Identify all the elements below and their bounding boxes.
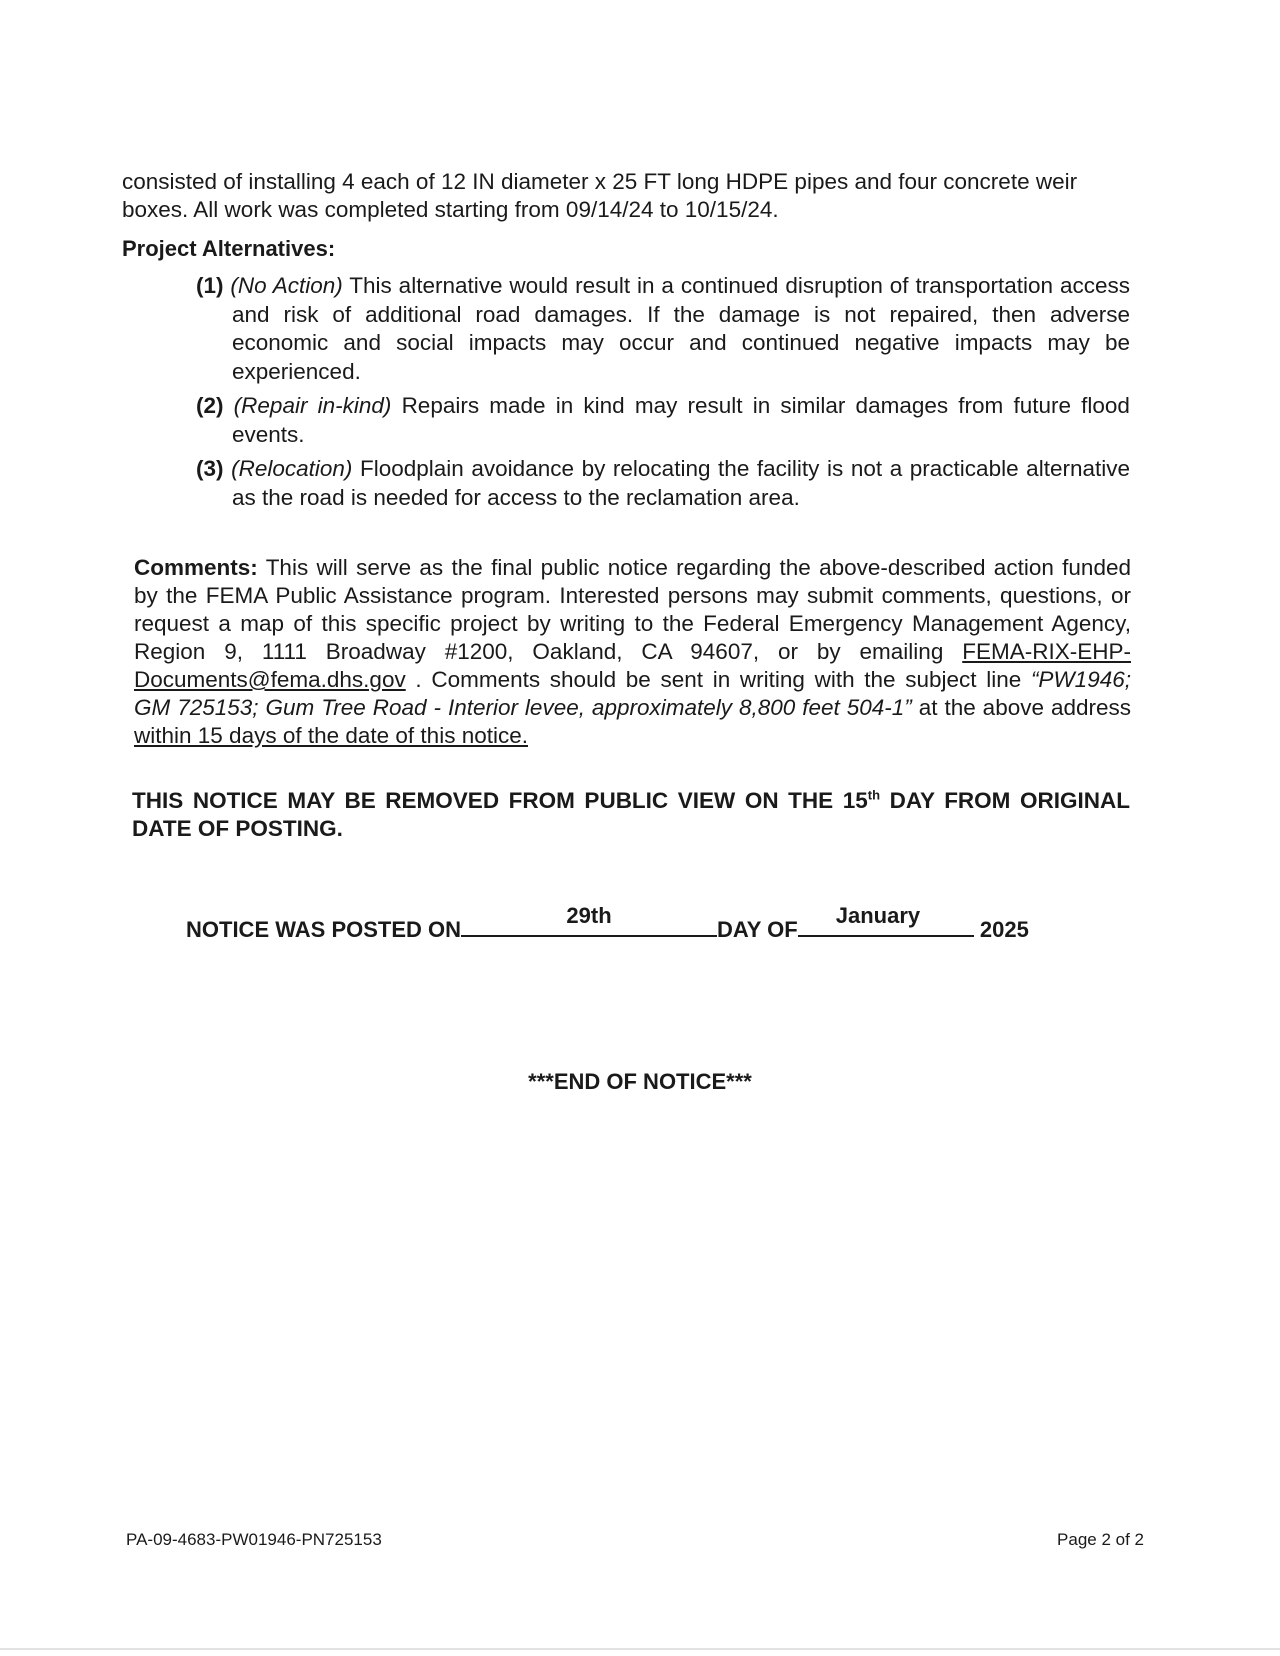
comments-subject: “PW1946; GM 725153; Gum Tree Road - Interior levee, approximately 8,800 feet 504-1” — [134, 667, 1131, 720]
comments-paragraph — [134, 554, 1131, 750]
removal-text-before: THIS NOTICE MAY BE REMOVED FROM PUBLIC VIEW ON THE 15 — [132, 788, 868, 813]
posted-day-value: 29th — [566, 903, 612, 928]
comments-body-3: at the above address — [918, 695, 1131, 720]
removal-notice — [132, 787, 1130, 843]
posted-year: 2025 — [979, 917, 1029, 942]
posted-label: NOTICE WAS POSTED ON — [186, 917, 462, 942]
end-of-notice: ***END OF NOTICE*** — [528, 1069, 752, 1094]
alternative-item — [196, 392, 1130, 449]
alternative-text: Repairs made in kind may result in similar damages from future flood events. — [232, 393, 1130, 447]
posted-month-blank — [798, 903, 974, 937]
alternatives-heading: Project Alternatives: — [122, 236, 336, 261]
posted-day-of: DAY OF — [717, 917, 798, 942]
alternative-text: Floodplain avoidance by relocating the facility is not a practicable alternative as the road is needed for access to the reclamation area. — [232, 456, 1130, 510]
comments-body-1: This will serve as the final public notice regarding the above-described action funded by the FEMA Public Assistance program. Interested persons may submit comments, questions, or request a map of this specific project by writing to the Federal Emergency Management Agency, Region 9, 1111 Broadway #1200, Oakland, CA 94607, or by emailing — [134, 555, 1131, 664]
alternative-tag: (Repair in-kind) — [233, 393, 392, 418]
removal-text-after: DAY FROM ORIGINAL DATE OF POSTING. — [132, 788, 1130, 841]
removal-sup: th — [867, 787, 881, 803]
alternative-tag: (Relocation) — [231, 456, 353, 481]
posted-line — [186, 903, 1029, 943]
footer-doc-id: PA-09-4683-PW01946-PN725153 — [126, 1530, 382, 1549]
alternative-number: (1) — [196, 273, 224, 298]
alternative-item — [196, 272, 1130, 386]
alternatives-list — [196, 272, 1130, 518]
scan-edge-line — [0, 1648, 1280, 1650]
posted-month-value: January — [835, 903, 921, 928]
alternative-text: This alternative would result in a continued disruption of transportation access and risk of additional road damages. If the damage is not repaired, then adverse economic and social impacts may occur and continued negative impacts may be experienced. — [232, 273, 1130, 384]
comments-label: Comments: — [134, 555, 258, 580]
intro-paragraph: consisted of installing 4 each of 12 IN diameter x 25 FT long HDPE pipes and four concrete weir boxes. All work was completed starting from 09/14/24 to 10/15/24. — [122, 169, 1078, 222]
alternative-number: (3) — [196, 456, 224, 481]
alternative-number: (2) — [196, 393, 224, 418]
alternative-tag: (No Action) — [230, 273, 343, 298]
footer-page-number: Page 2 of 2 — [1057, 1530, 1144, 1549]
email-link[interactable]: FEMA-RIX-EHP-Documents@fema.dhs.gov — [134, 639, 1131, 692]
comments-body-2: . Comments should be sent in writing with the subject line — [415, 667, 1022, 692]
posted-day-blank — [461, 903, 717, 937]
alternative-item — [196, 455, 1130, 512]
comments-deadline: within 15 days of the date of this notice. — [134, 723, 528, 748]
